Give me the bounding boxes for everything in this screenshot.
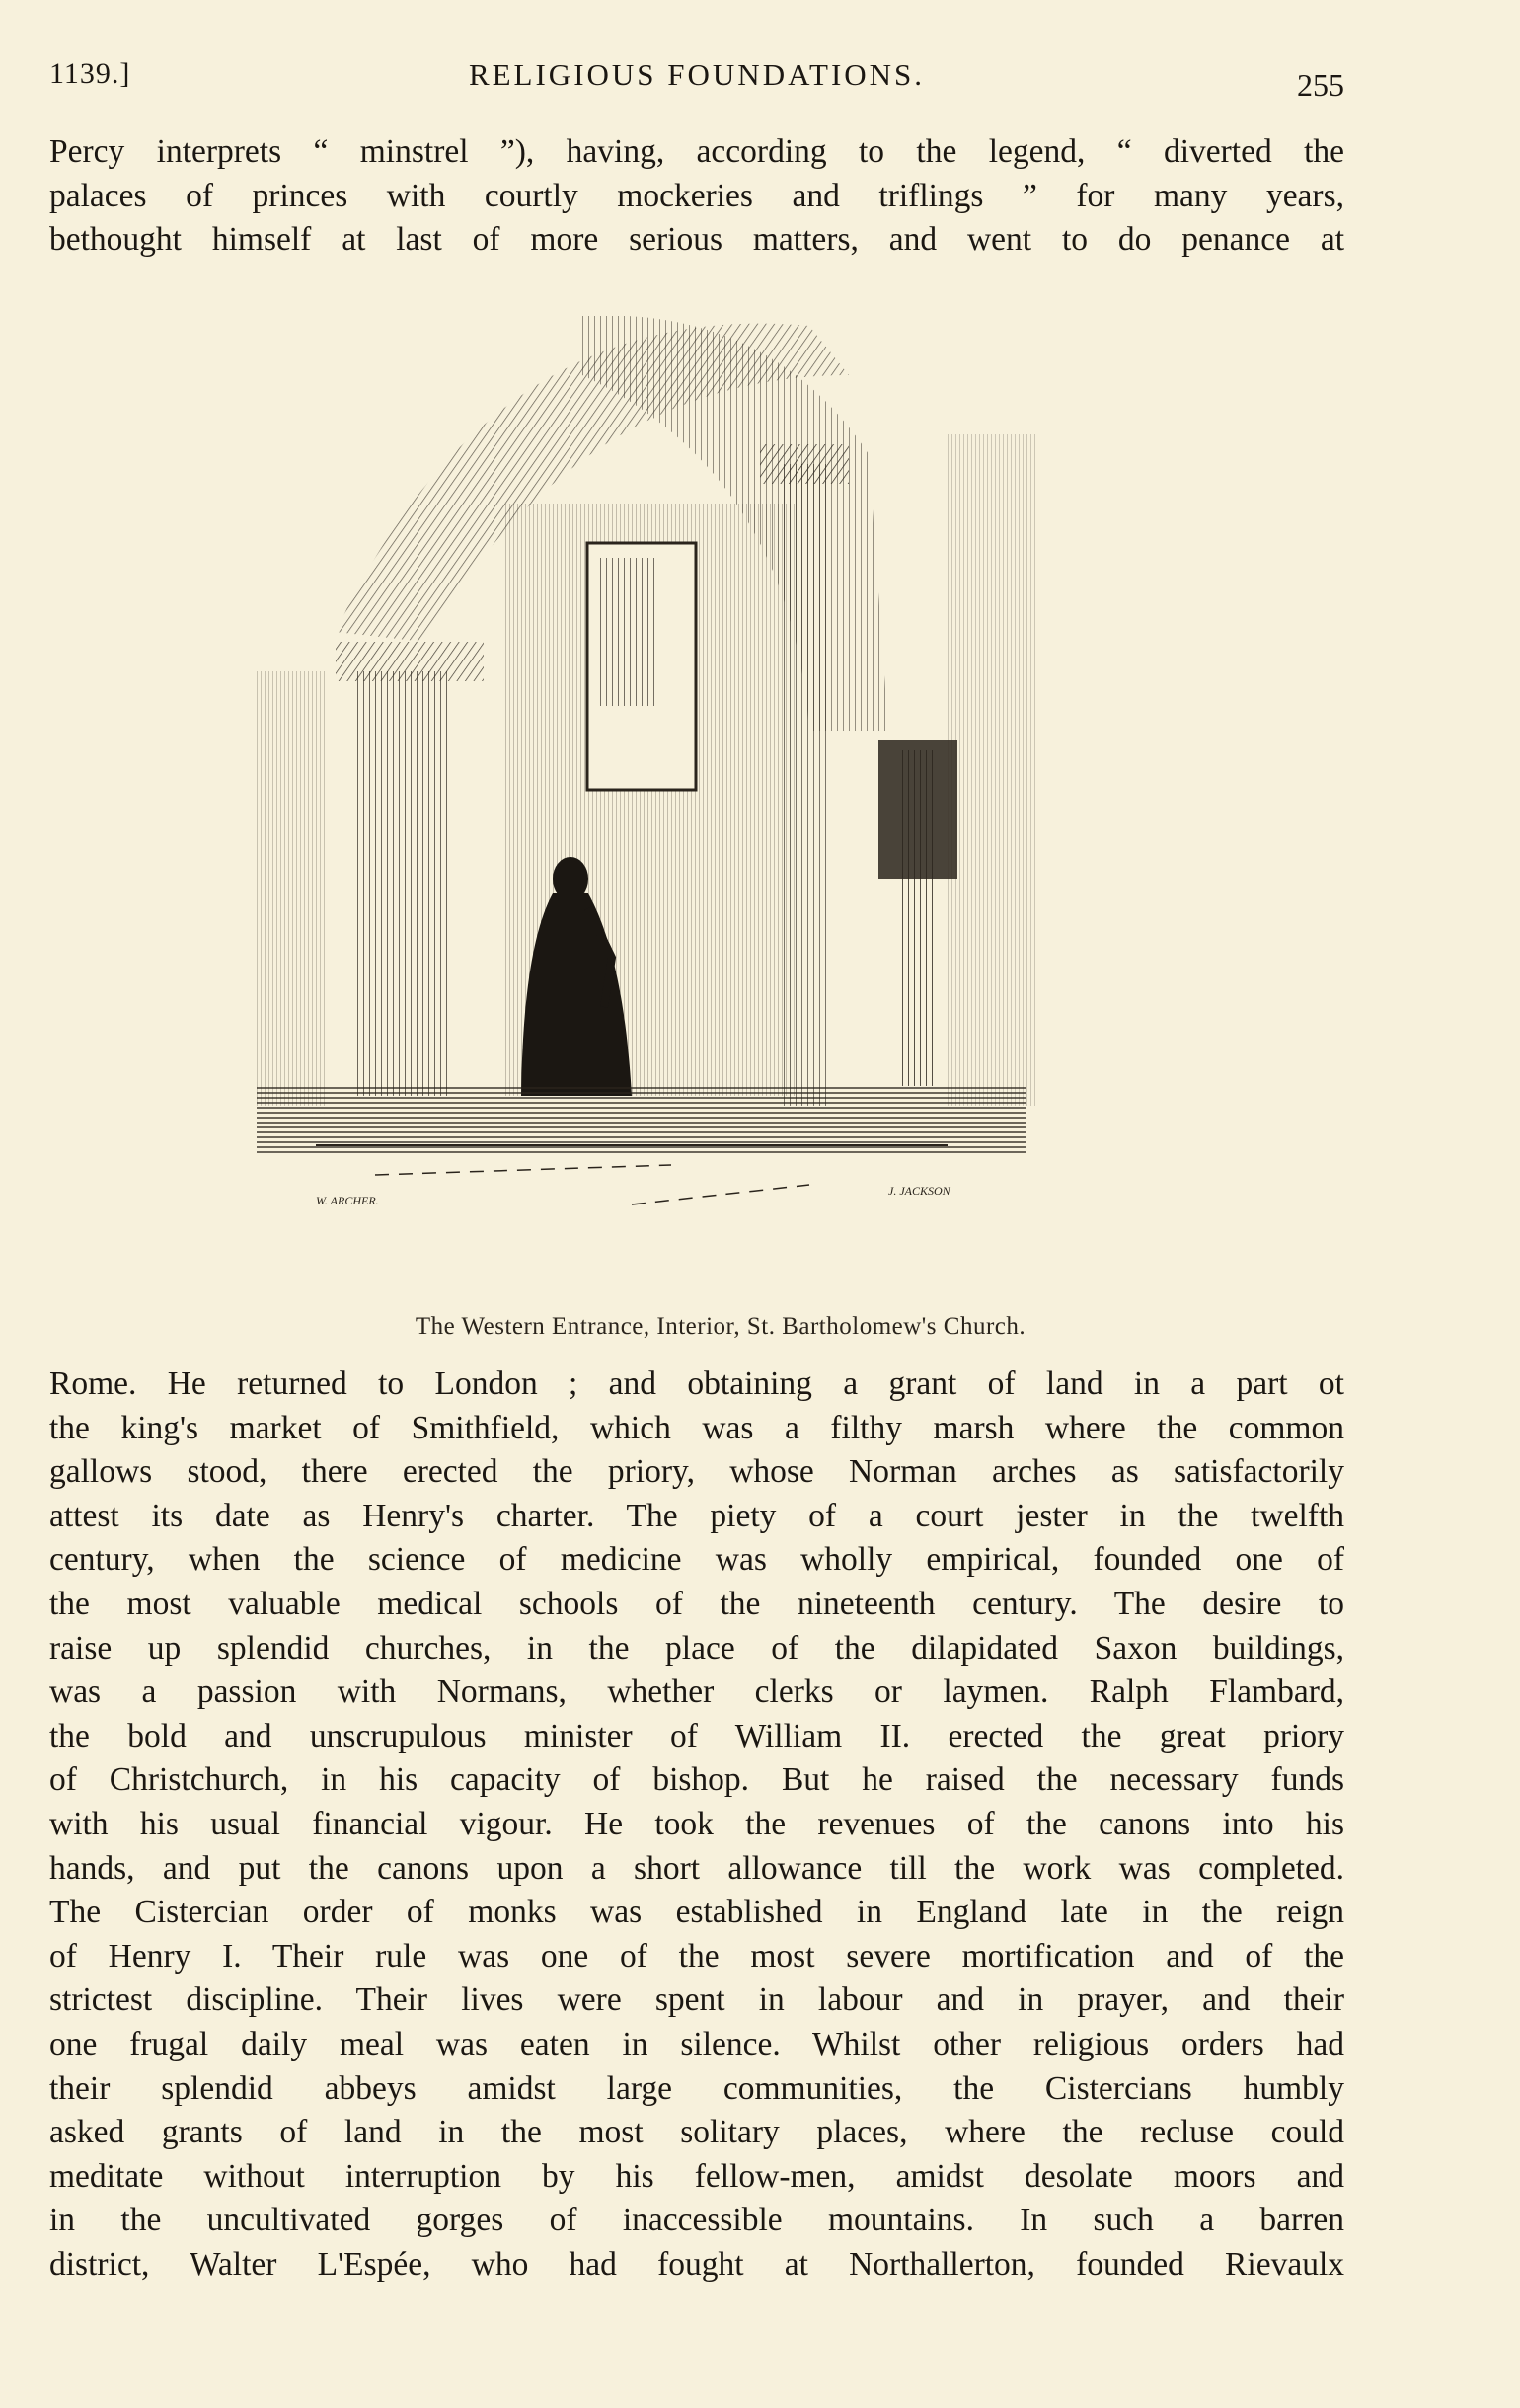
text-line: in the uncultivated gorges of inaccessible mountains. In such a barren	[49, 2202, 1344, 2239]
figure-caption: The Western Entrance, Interior, St. Bartholomew's Church.	[415, 1313, 1026, 1340]
text-line: their splendid abbeys amidst large communities, the Cistercians humbly	[49, 2069, 1344, 2107]
engraving-figure	[257, 316, 1145, 1293]
text-line: the king's market of Smithfield, which was a filthy marsh where the common	[49, 1409, 1344, 1446]
page-number: 255	[1297, 67, 1344, 103]
text-line: one frugal daily meal was eaten in silence. Whilst other religious orders had	[49, 2025, 1344, 2062]
running-header	[49, 57, 1344, 107]
text-line: meditate without interruption by his fellow-men, amidst desolate moors and	[49, 2157, 1344, 2195]
engraver-right-signature: J. JACKSON	[888, 1184, 950, 1198]
header-title: RELIGIOUS FOUNDATIONS.	[468, 57, 926, 92]
header-year: 1139.]	[49, 57, 131, 90]
main-paragraph	[49, 1362, 1344, 2287]
text-line: with his usual financial vigour. He took the revenues of the canons into his	[49, 1805, 1344, 1842]
text-line: bethought himself at last of more serious matters, and went to do penance at	[49, 221, 1344, 259]
top-paragraph	[49, 130, 1344, 263]
text-line: of Henry I. Their rule was one of the most severe mortification and of the	[49, 1937, 1344, 1975]
text-line: district, Walter L'Espée, who had fought at Northallerton, founded Rievaulx	[49, 2245, 1344, 2283]
text-line: of Christchurch, in his capacity of bishop. But he raised the necessary funds	[49, 1761, 1344, 1799]
text-line: strictest discipline. Their lives were spent in labour and in prayer, and their	[49, 1981, 1344, 2019]
text-line: century, when the science of medicine was wholly empirical, founded one of	[49, 1541, 1344, 1579]
text-line: Rome. He returned to London ; and obtaining a grant of land in a part ot	[49, 1365, 1344, 1402]
text-line: gallows stood, there erected the priory, whose Norman arches as satisfactorily	[49, 1453, 1344, 1491]
text-line: palaces of princes with courtly mockeries and triflings ” for many years,	[49, 177, 1344, 214]
text-line: was a passion with Normans, whether clerks or laymen. Ralph Flambard,	[49, 1673, 1344, 1711]
engraver-left-signature: W. ARCHER.	[316, 1194, 379, 1207]
text-line: attest its date as Henry's charter. The piety of a court jester in the twelfth	[49, 1497, 1344, 1534]
text-line: the bold and unscrupulous minister of William II. erected the great priory	[49, 1717, 1344, 1754]
text-line: asked grants of land in the most solitary places, where the recluse could	[49, 2114, 1344, 2151]
text-line: hands, and put the canons upon a short allowance till the work was completed.	[49, 1849, 1344, 1887]
text-line: The Cistercian order of monks was established in England late in the reign	[49, 1894, 1344, 1931]
church-entrance-engraving	[257, 316, 1145, 1293]
text-line: raise up splendid churches, in the place of the dilapidated Saxon buildings,	[49, 1629, 1344, 1667]
text-line: the most valuable medical schools of the nineteenth century. The desire to	[49, 1585, 1344, 1622]
text-line: Percy interprets “ minstrel ”), having, according to the legend, “ diverted the	[49, 133, 1344, 170]
